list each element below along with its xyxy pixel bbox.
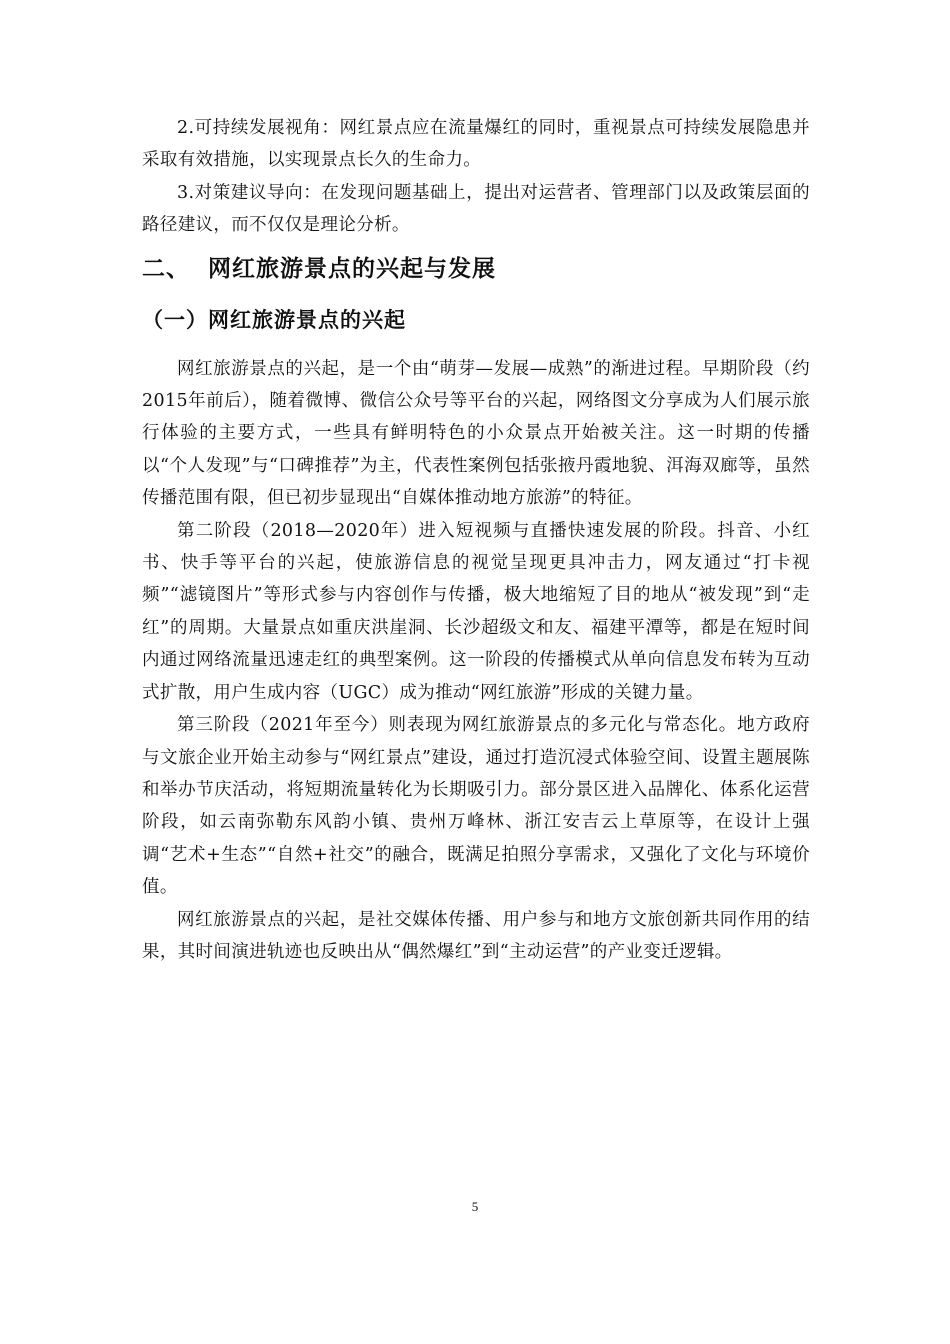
page-number: 5 bbox=[471, 1199, 479, 1214]
subsection-heading: （一）网红旅游景点的兴起 bbox=[142, 307, 406, 332]
section-number: 二、 bbox=[142, 255, 190, 282]
paragraph-third-stage: 第三阶段（2021年至今）则表现为网红旅游景点的多元化与常态化。地方政府与文旅企业开始主动参与“网红景点”建设，通过打造沉浸式体验空间、设置主题展陈和举办节庆活动，将短期流量转化为长期吸引力。部分景区进入品牌化、体系化运营阶段，如云南弥勒东风韵小镇、贵州万峰林、浙江安吉云上草原等，在设计上强调“艺术+生态”“自然+社交”的融合，既满足拍照分享需求，又强化了文化与环境价值。 bbox=[142, 715, 810, 898]
paragraph-summary: 网红旅游景点的兴起，是社交媒体传播、用户参与和地方文旅创新共同作用的结果，其时间演进轨迹也反映出从“偶然爆红”到“主动运营”的产业变迁逻辑。 bbox=[142, 909, 810, 962]
section-title: 网红旅游景点的兴起与发展 bbox=[208, 255, 496, 282]
paragraph-early-stage: 网红旅游景点的兴起，是一个由“萌芽—发展—成熟”的渐进过程。早期阶段（约2015年前后），随着微博、微信公众号等平台的兴起，网络图文分享成为人们展示旅行体验的主要方式，一些具有鲜明特色的小众景点开始被关注。这一时期的传播以“个人发现”与“口碑推荐”为主，代表性案例包括张掖丹霞地貌、洱海双廊等，虽然传播范围有限，但已初步显现出“自媒体推动地方旅游”的特征。 bbox=[142, 358, 810, 509]
page-content bbox=[142, 112, 810, 968]
list-item-recommendation: 3.对策建议导向：在发现问题基础上，提出对运营者、管理部门以及政策层面的路径建议，而不仅仅是理论分析。 bbox=[142, 182, 810, 236]
paragraph-second-stage: 第二阶段（2018—2020年）进入短视频与直播快速发展的阶段。抖音、小红书、快手等平台的兴起，使旅游信息的视觉呈现更具冲击力，网友通过“打卡视频”“滤镜图片”等形式参与内容创作与传播，极大地缩短了目的地从“被发现”到“走红”的周期。大量景点如重庆洪崖洞、长沙超级文和友、福建平潭等，都是在短时间内通过网络流量迅速走红的典型案例。这一阶段的传播模式从单向信息发布转为互动式扩散，用户生成内容（UGC）成为推动“网红旅游”形成的关键力量。 bbox=[142, 520, 810, 703]
list-item-sustainable: 2.可持续发展视角：网红景点应在流量爆红的同时，重视景点可持续发展隐患并采取有效措施，以实现景点长久的生命力。 bbox=[142, 118, 810, 171]
section-heading bbox=[142, 249, 810, 289]
